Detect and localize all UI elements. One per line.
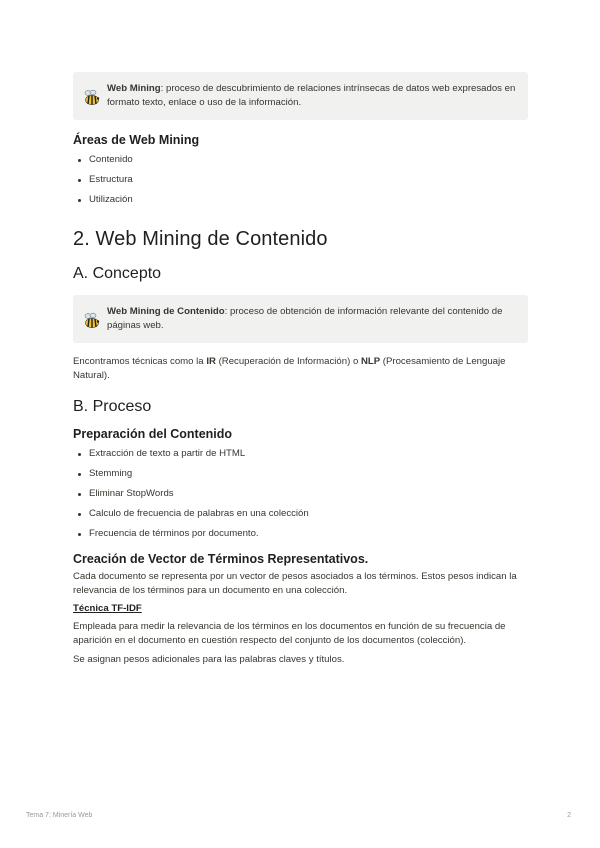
preparacion-list: [73, 448, 528, 548]
tfidf-paragraph-2: Se asignan pesos adicionales para las palabras claves y títulos.: [73, 654, 345, 665]
concepto-paragraph: [73, 355, 528, 383]
vector-paragraph: Cada documento se representa por un vector de pesos asociados a los términos. Estos pesos indican la relevancia de los términos para un documento en una colección.: [73, 571, 517, 596]
page-content: [73, 72, 528, 667]
concepto-title: A. Concepto: [73, 265, 162, 282]
footer-title: Tema 7: Minería Web: [26, 812, 93, 819]
nlp-term: NLP: [360, 356, 381, 367]
preparacion-heading: Preparación del Contenido: [73, 427, 233, 441]
list-item: Extracción de texto a partir de HTML: [73, 448, 528, 468]
proceso-title: B. Proceso: [73, 398, 152, 415]
list-item: Calculo de frecuencia de palabras en una colección: [73, 508, 528, 528]
list-item: Eliminar StopWords: [73, 488, 528, 508]
text-run: (Recuperación de Información) o: [215, 356, 361, 367]
list-item: Frecuencia de términos por documento.: [73, 528, 528, 548]
list-item: Utilización: [73, 194, 528, 214]
bee-icon: [83, 312, 101, 330]
tfidf-paragraph: Empleada para medir la relevancia de los términos en los documentos en función de su frecuencia de aparición en el documento en cuestión respecto del conjunto de los documentos (colección).: [73, 621, 506, 646]
ir-term: IR: [206, 356, 216, 367]
callout-text: [107, 305, 516, 333]
vector-heading: Creación de Vector de Términos Representativos.: [73, 552, 369, 566]
callout-term: Web Mining de Contenido: [107, 306, 225, 317]
text-run: (Procesamiento de Lenguaje Natural).: [73, 356, 506, 381]
list-item: Contenido: [73, 154, 528, 174]
tfidf-heading: Técnica TF-IDF: [73, 603, 142, 614]
callout-definition: : proceso de obtención de información relevante del contenido de páginas web.: [107, 306, 503, 331]
callout-definition: : proceso de descubrimiento de relaciones intrínsecas de datos web expresados en formato texto, enlace o uso de la información.: [107, 83, 516, 108]
bee-icon: [83, 89, 101, 107]
callout-web-mining-contenido: [73, 295, 528, 343]
areas-heading: Áreas de Web Mining: [73, 133, 200, 147]
areas-list: [73, 154, 528, 214]
text-run: Encontramos técnicas como la: [73, 356, 207, 367]
page-number: 2: [567, 812, 571, 819]
list-item: Estructura: [73, 174, 528, 194]
section-2-title: 2. Web Mining de Contenido: [73, 228, 328, 250]
callout-web-mining: [73, 72, 528, 120]
callout-term: Web Mining: [107, 83, 161, 94]
list-item: Stemming: [73, 468, 528, 488]
callout-text: [107, 82, 516, 110]
